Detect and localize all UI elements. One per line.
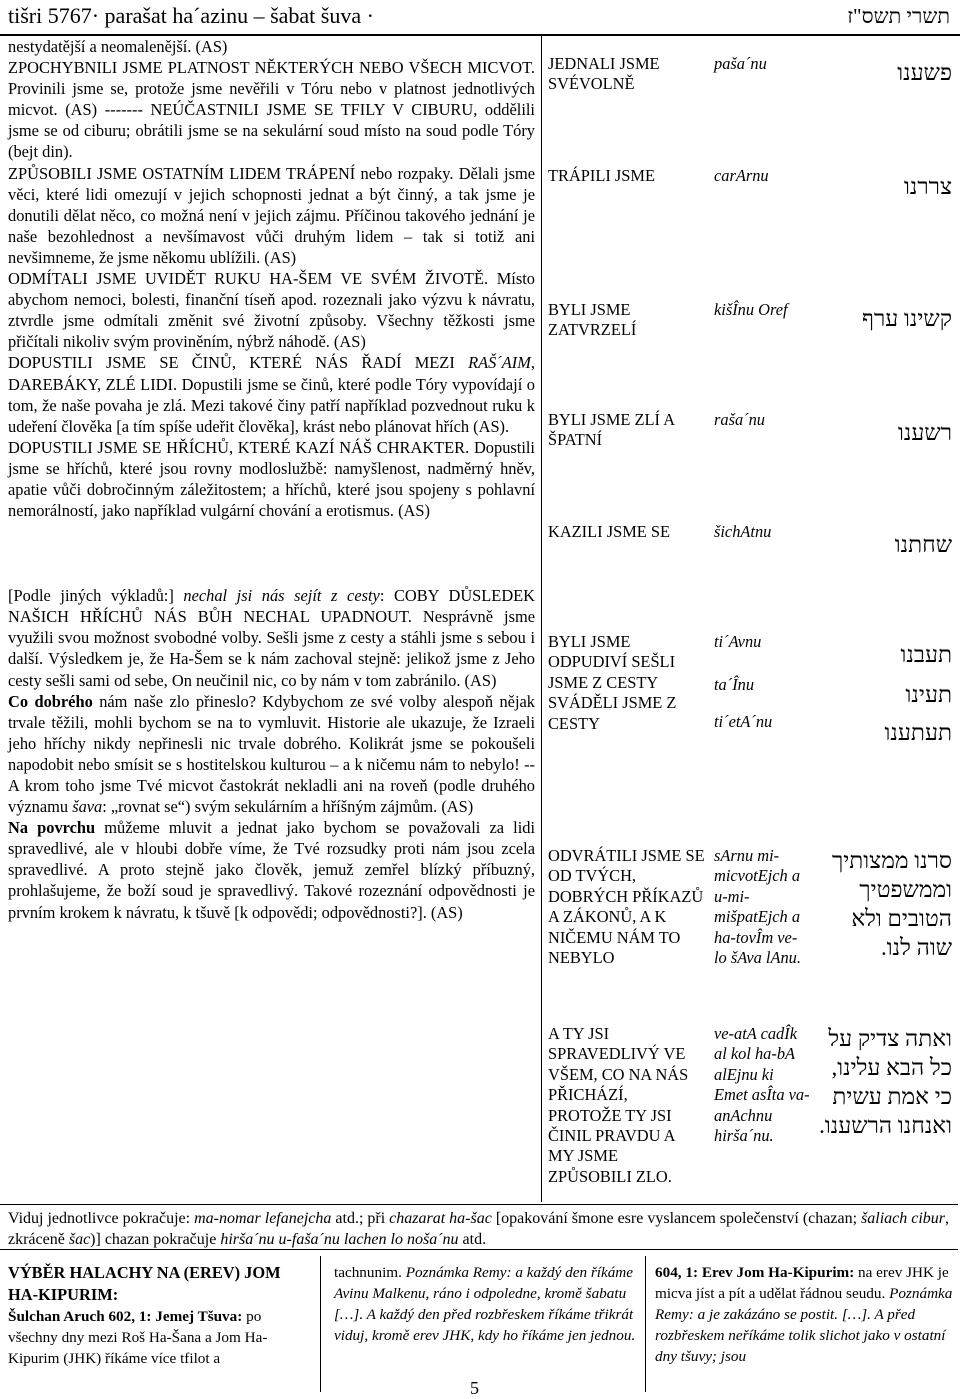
- row-hebrew: תעינו: [905, 682, 952, 707]
- left-column: [8, 36, 535, 923]
- text: po všechny dny mezi Roš Ha-Šana a Jom Ha-Kipurim (JHK) říkáme více tfilot a: [8, 1308, 268, 1367]
- text: NEÚČASTNILI JSME SE TFILY V CIBURU,: [150, 100, 478, 120]
- text: nechal jsi nás sejít z cesty: [183, 586, 380, 606]
- text: ZPŮSOBILI JSME OSTATNÍM LIDEM TRÁPENÍ: [8, 163, 356, 183]
- halacha-column-1: [8, 1262, 308, 1369]
- row-hebrew: תעבנו: [900, 642, 952, 667]
- text: tachnunim.: [334, 1264, 406, 1281]
- text: atd.; při: [331, 1210, 390, 1227]
- text: : „rovnat se“) svým sekulárním a hříšným zájmům. (AS): [102, 797, 474, 817]
- text: nestydatější a neomalenější. (AS): [8, 37, 228, 56]
- text: COBY DŮSLEDEK NAŠICH HŘÍCHŮ NÁS BŮH NECHAL UPADNOUT.: [8, 586, 535, 627]
- paragraph: [8, 36, 535, 57]
- text: Provinili jsme se, protože jsme nevěřili v Tóru nebo v platnost jednotlivých micvot. (AS) -------: [8, 79, 535, 120]
- text: šaliach cibur: [861, 1210, 946, 1227]
- text: Dopustili jsme se hříchů, které jsou rovny modloslužbě: namyšlenost, nadměrný hněv, apatie vůči dobročinným záležitostem; a hříchů, které jsou spojeny s pohlavní nemorálností, jako například vulgární chování a erotismus. (AS): [8, 437, 535, 521]
- text: Šulchan Aruch 602, 1: Jemej Tšuva:: [8, 1308, 243, 1325]
- column-divider: [320, 1256, 321, 1392]
- text: Viduj jednotlivce pokračuje:: [8, 1210, 195, 1227]
- row-cz: ODVRÁTILI JSME SE OD TVÝCH, DOBRÝCH PŘÍKAZŮ A ZÁKONŮ, A K NIČEMU NÁM TO NEBYLO: [548, 846, 705, 968]
- paragraph: [8, 585, 535, 690]
- row-cz: TRÁPILI JSME: [548, 166, 656, 185]
- text: 604, 1: Erev Jom Ha-Kipurim:: [655, 1264, 855, 1281]
- halacha-column-2: [334, 1262, 639, 1346]
- text: )] chazan pokračuje: [90, 1231, 221, 1248]
- section-title: VÝBĚR HALACHY NA (EREV) JOM HA-KIPURIM:: [8, 1263, 281, 1304]
- text: :: [379, 586, 394, 606]
- text: šava: [72, 797, 103, 817]
- text: na erev JHK je micva jíst a pít a udělat řádnou seudu.: [655, 1264, 949, 1302]
- row-translit: paša´nu: [714, 54, 767, 73]
- text: Poznámka Remy: a je zakázáno se postit. […]. A před rozbřeskem neříkáme tolik slichot jako v ostatní dny tšuvy; jsou: [655, 1285, 953, 1365]
- row-hebrew: ואתה צדיק על כל הבא עלינו, כי אמת עשית ואנחנו הרשענו.: [819, 1026, 952, 1138]
- text: , zkráceně: [8, 1210, 950, 1248]
- text: ODMÍTALI JSME UVIDĚT RUKU HA-ŠEM VE SVÉM ŽIVOTĚ.: [8, 269, 489, 289]
- text: oddělili jsme se od ciburu; obrátili jsme se na sekulární soud místo na soud podle Tóry (bejt din).: [8, 100, 535, 162]
- row-translit: carArnu: [714, 166, 769, 185]
- text: Místo abychom nemoci, bolesti, finanční tíseň apod. rozeznali jako výzvu k návratu, ztvrdle jsme odmítali změnit své životní způsoby. Všechny těžkosti jsme přičítali nikoliv svým proviněním, nýbrž náhodě. (AS): [8, 269, 535, 352]
- column-divider: [541, 36, 542, 1202]
- text: ZPOCHYBNILI JSME PLATNOST NĚKTERÝCH NEBO VŠECH MICVOT.: [8, 58, 535, 78]
- row-translit: ti´etA´nu: [714, 712, 773, 731]
- row-hebrew: רשענו: [898, 420, 952, 445]
- row-translit: raša´nu: [714, 410, 765, 429]
- page-number: 5: [470, 1378, 479, 1398]
- text: můžeme mluvit a jednat jako bychom se považovali za lidi spravedlivé, ale v hloubi dobře víme, že Tvé rozsudky proti nám jsou zcela spravedlivé. A proto stejně jako člověk, jemuž zemřel blízký příbuzný, prohlašujeme, že boží soud je spravedlivý. Takové rozeznání odpovědnosti je prvním krokem k návratu, k tšuvě [k odpovědi; odpovědnosti?]. (AS): [8, 818, 535, 922]
- row-cz: BYLI JSME ZATVRZELÍ: [548, 300, 637, 340]
- row-cz: JEDNALI JSME SVÉVOLNĚ: [548, 54, 660, 94]
- row-hebrew: סרנו ממצותיך וממשפטיך הטובים ולא שוה לנו.: [831, 848, 952, 960]
- row-translit: ti´Avnu: [714, 632, 762, 651]
- halacha-column-3: [655, 1262, 955, 1367]
- row-hebrew: תעתענו: [884, 720, 952, 745]
- row-cz: A TY JSI SPRAVEDLIVÝ VE VŠEM, CO NA NÁS PŘICHÁZÍ, PROTOŽE TY JSI ČINIL PRAVDU A MY JSME ZPŮSOBILI ZLO.: [548, 1024, 689, 1186]
- text: Poznámka Remy: a každý den říkáme Avinu Malkenu, ráno i odpoledne, kromě šabatu […]. A každý den před rozbřeskem říkáme třikrát viduj, kromě erev JHK, kdy ho říkáme jen jednou.: [334, 1264, 636, 1344]
- text: hirša´nu u-faša´nu lachen lo noša´nu: [220, 1231, 459, 1248]
- text: Nesprávně jsme využili svou možnost svobodné volby. Sešli jsme z cesty a stáhli jsme s sebou i další. Výsledkem je, že Ha-Šem se k nám zachoval stejně: jelikož jsme z Jeho cesty sešli sami od sebe, On neučinil nic, co by nám v tom zabránilo. (AS): [8, 607, 535, 690]
- paragraph: [8, 163, 535, 268]
- spacer: [8, 521, 535, 585]
- column-divider: [645, 1256, 646, 1392]
- paragraph: [8, 352, 535, 436]
- row-hebrew: צררנו: [903, 174, 952, 199]
- text: [opakování šmone esre vyslancem společenství (chazan;: [491, 1210, 862, 1227]
- text: šac: [68, 1231, 91, 1248]
- text: Dopustili jsme se činů, které podle Tóry vypovídají o tom, že naše povaha je zlá. Mezi takové činy patří například pozvednout ruku k udeření člověka [a tím spíše udeřit člověka], krást nebo plánovat hřích (AS).: [8, 374, 535, 436]
- paragraph: [8, 268, 535, 352]
- row-translit: ve-atA cadÎk al kol ha-bA alEjnu ki Emet asÎta va-anAchnu hirša´nu.: [714, 1024, 810, 1146]
- row-hebrew: קשינו ערף: [862, 306, 952, 331]
- paragraph: [8, 437, 535, 521]
- row-translit: kišÎnu Oref: [714, 300, 788, 319]
- text: [Podle jiných výkladů:]: [8, 586, 184, 606]
- row-cz: KAZILI JSME SE: [548, 522, 671, 541]
- row-hebrew: שחתנו: [894, 532, 952, 557]
- row-translit: šichAtnu: [714, 522, 772, 541]
- note-box: [0, 1204, 958, 1250]
- text: nebo rozpaky. Dělali jsme věci, které lidi omezují v jejich schopnosti jednat a být činný, a tak jsme je donutili dělat něco, co možná není v jejich zájmu. Příčinou takového jednání je naše bezohlednost a nevšímavost vůči druhým lidem – tak si totiž ani nevšimneme, že jsme někomu ublížili. (AS): [8, 163, 535, 267]
- text: chazarat ha-šac: [389, 1210, 492, 1227]
- text: DOPUSTILI JSME SE ČINŮ, KTERÉ NÁS ŘADÍ MEZI: [8, 353, 469, 373]
- text: nám naše zlo přineslo? Kdybychom ze své volby alespoň nějak trvale těžili, mohli bychom se na to vymluvit. Historie ale ukazuje, že Izraeli jeho hříchy nikdy nepřinesli nic trvale dobrého. Kolikrát jsme se pokoušeli napodobit nebo smísit se s hostitelskou kulturou – a k ničemu nám to nebylo! -- A krom toho jsme Tvé micvot častokrát nekladli ani na roveň (podle druhého významu: [8, 691, 535, 817]
- row-hebrew: פשענו: [897, 60, 952, 85]
- paragraph: [8, 691, 535, 818]
- text: , DAREBÁKY, ZLÉ LIDI.: [8, 353, 535, 394]
- text: atd.: [458, 1231, 487, 1248]
- row-cz: BYLI JSME ODPUDIVÍ SEŠLI JSME Z CESTY SVÁDĚLI JSME Z CESTY: [548, 632, 677, 733]
- row-translit: ta´Înu: [714, 675, 755, 694]
- text: Na povrchu: [8, 818, 96, 838]
- page-header: [0, 0, 960, 36]
- text: DOPUSTILI JSME SE HŘÍCHŮ, KTERÉ KAZÍ NÁŠ CHRAKTER.: [8, 437, 470, 457]
- paragraph: [8, 817, 535, 922]
- header-right: תשרי תשס"ז: [847, 4, 950, 28]
- row-cz: BYLI JSME ZLÍ A ŠPATNÍ: [548, 410, 675, 450]
- row-translit: sArnu mi-micvotEjch a u-mi-mišpatEjch a ha-tovÎm ve-lo šAva lAnu.: [714, 846, 801, 968]
- text: ma-nomar lefanejcha: [194, 1210, 332, 1227]
- header-left: tišri 5767· parašat ha´azinu – šabat šuva ·: [8, 3, 374, 28]
- paragraph: [8, 57, 535, 162]
- text: Co dobrého: [8, 691, 93, 711]
- text: RAŠ´AIM: [468, 353, 531, 373]
